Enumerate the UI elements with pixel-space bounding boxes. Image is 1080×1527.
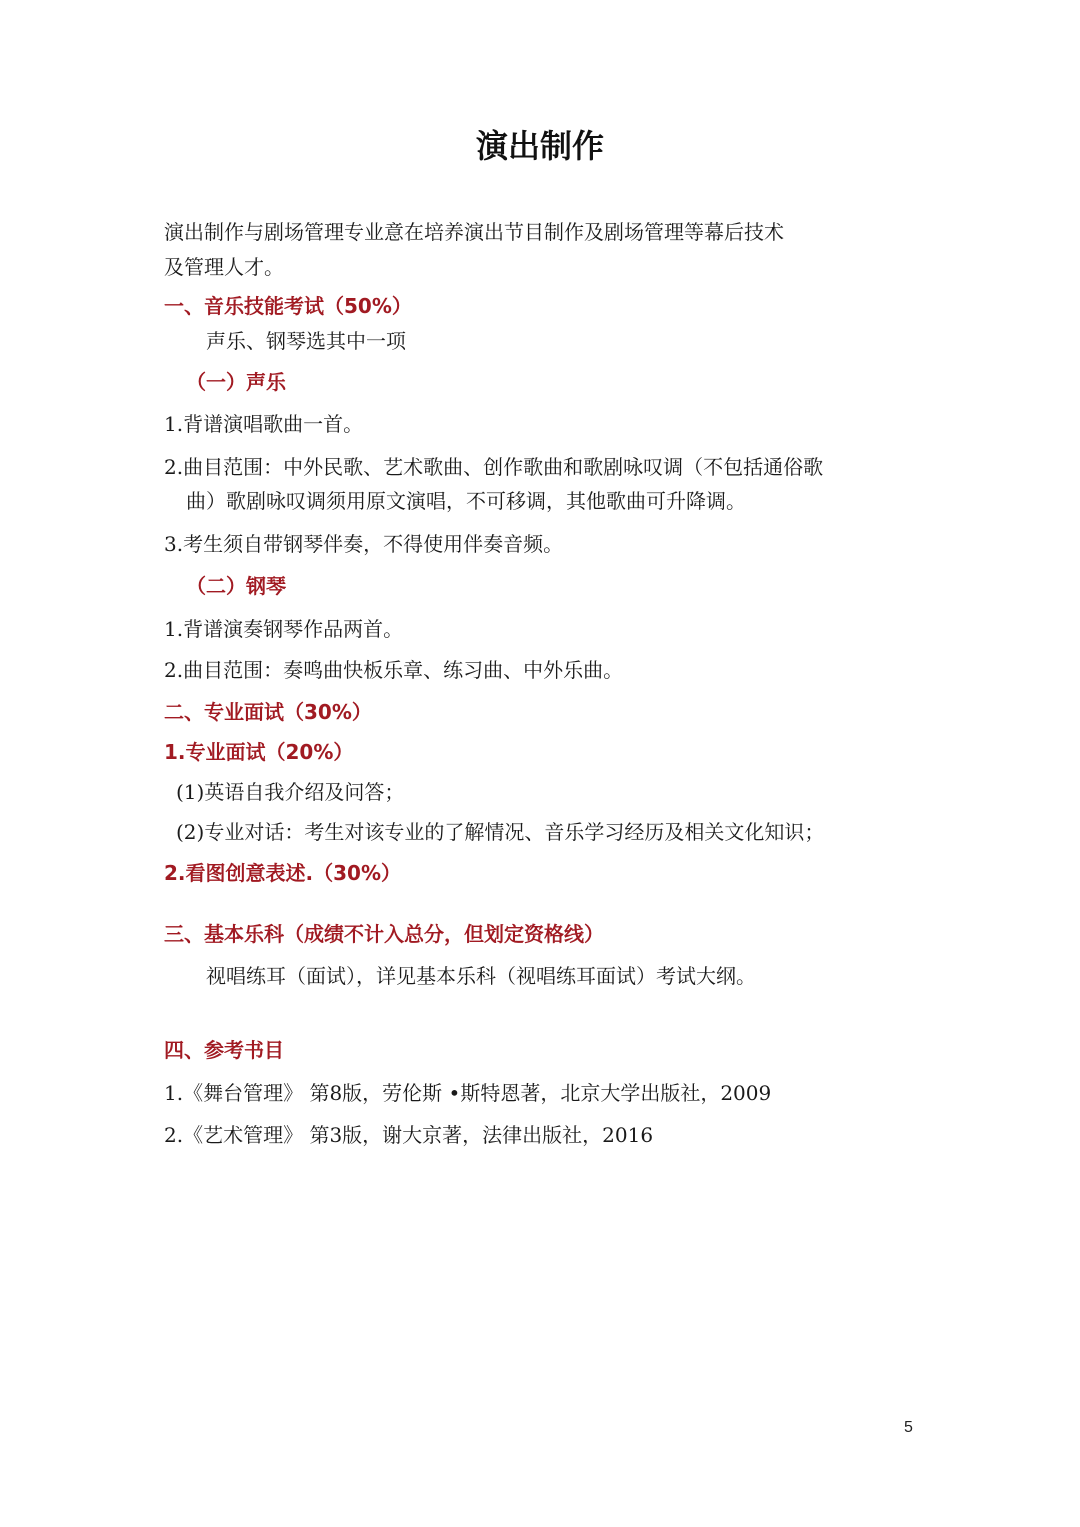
page-number: 5 [904, 1419, 913, 1436]
piano-heading: （二）钢琴 [186, 574, 286, 598]
piano-item-1: 1.背谱演奏钢琴作品两首。 [164, 617, 404, 641]
vocal-item-3: 3.考生须自带钢琴伴奏，不得使用伴奏音频。 [164, 532, 564, 556]
section-1-note: 声乐、钢琴选其中一项 [206, 329, 406, 353]
interview-heading: 1.专业面试（20%） [164, 740, 354, 764]
vocal-item-1: 1.背谱演唱歌曲一首。 [164, 412, 364, 436]
intro-line-1: 演出制作与剧场管理专业意在培养演出节目制作及剧场管理等幕后技术 [164, 220, 784, 244]
interview-item-1: (1)英语自我介绍及问答； [176, 780, 405, 804]
section-3-text: 视唱练耳（面试），详见基本乐科（视唱练耳面试）考试大纲。 [206, 964, 756, 988]
picture-expression-heading: 2.看图创意表述.（30%） [164, 861, 401, 885]
interview-item-2: (2)专业对话：考生对该专业的了解情况、音乐学习经历及相关文化知识； [176, 820, 825, 844]
vocal-heading: （一）声乐 [186, 370, 286, 394]
piano-item-2: 2.曲目范围：奏鸣曲快板乐章、练习曲、中外乐曲。 [164, 658, 624, 682]
intro-line-2: 及管理人才。 [164, 255, 284, 279]
page-title: 演出制作 [475, 127, 604, 165]
reference-2: 2.《艺术管理》 第3版，谢大京著，法律出版社，2016 [164, 1123, 654, 1147]
section-2-heading: 二、专业面试（30%） [164, 700, 372, 724]
section-1-heading: 一、音乐技能考试（50%） [164, 294, 412, 318]
section-4-heading: 四、参考书目 [164, 1038, 284, 1062]
section-3-heading: 三、基本乐科（成绩不计入总分，但划定资格线） [164, 922, 604, 946]
vocal-item-2-line-2: 曲）歌剧咏叹调须用原文演唱，不可移调，其他歌曲可升降调。 [186, 489, 746, 513]
reference-1: 1.《舞台管理》 第8版，劳伦斯 •斯特恩著，北京大学出版社，2009 [164, 1081, 772, 1105]
vocal-item-2-line-1: 2.曲目范围：中外民歌、艺术歌曲、创作歌曲和歌剧咏叹调（不包括通俗歌 [164, 455, 824, 479]
